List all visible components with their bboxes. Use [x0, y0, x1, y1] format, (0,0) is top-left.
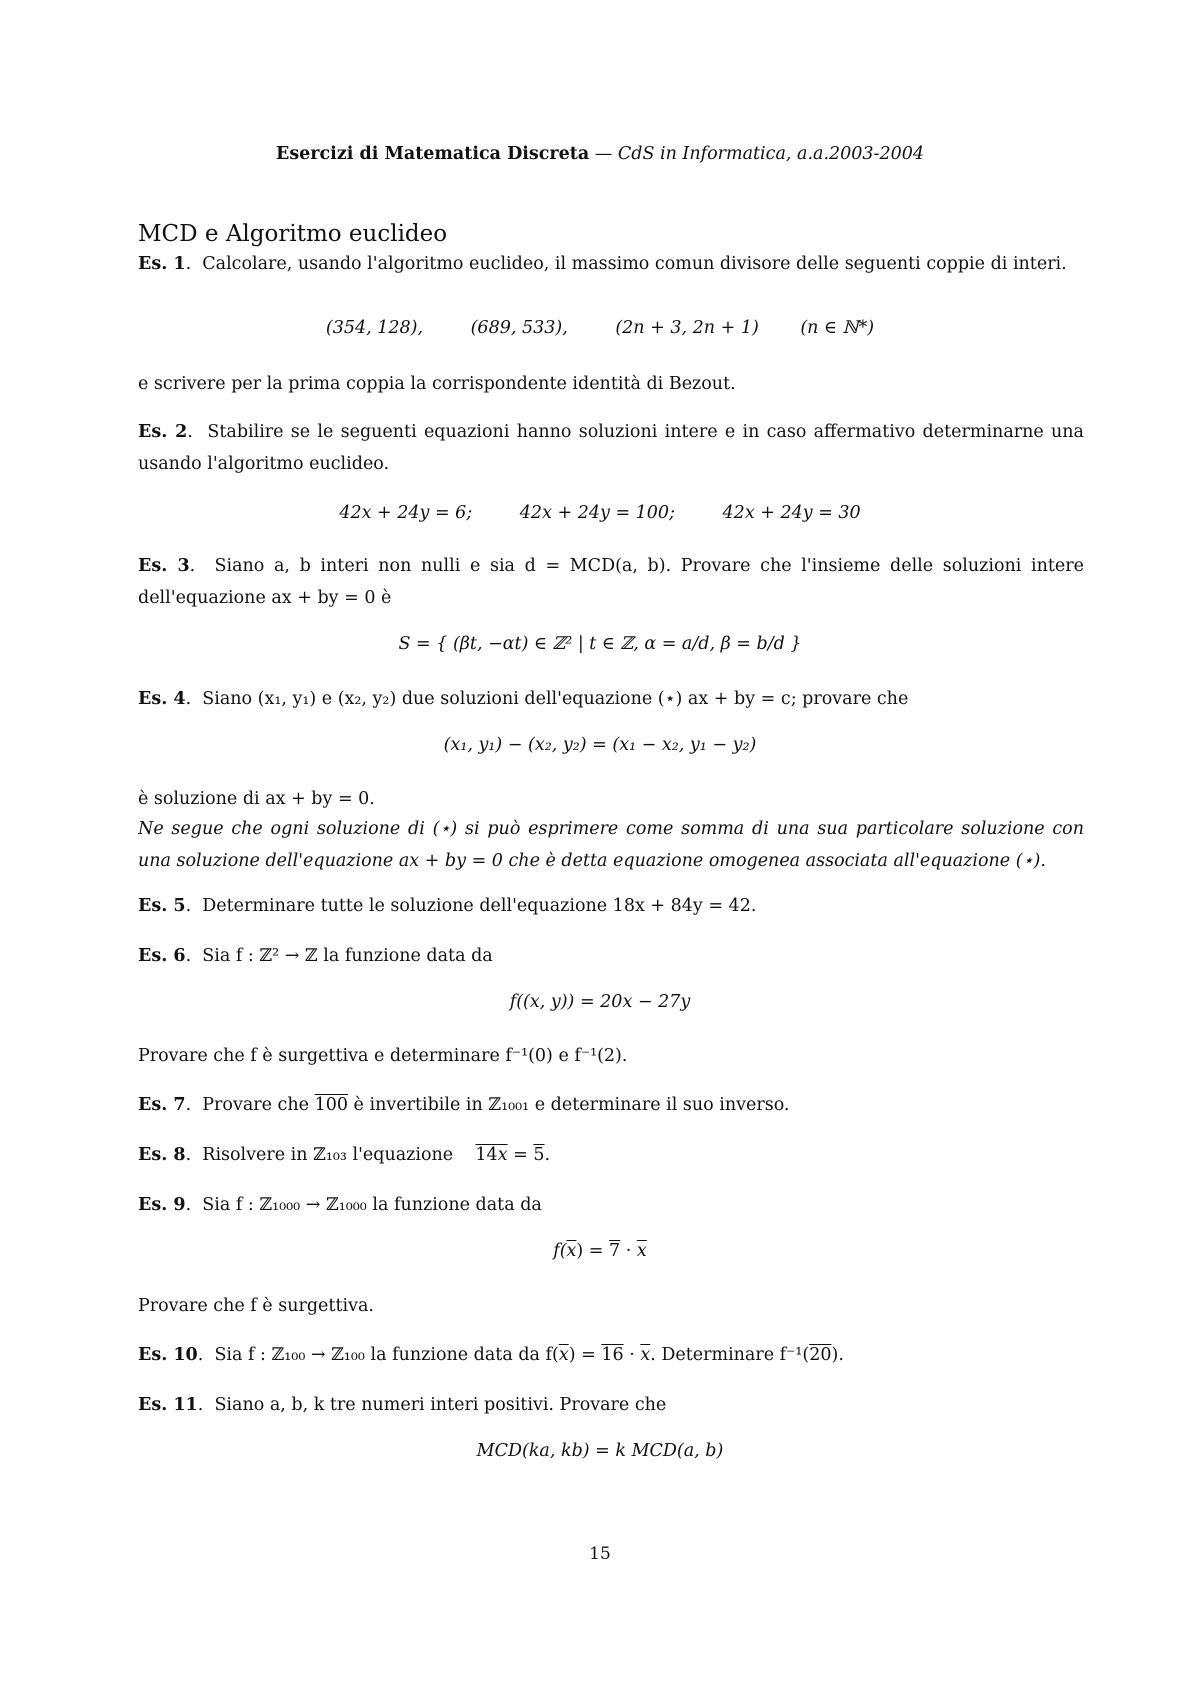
exercise-label: Es. 9	[138, 1195, 186, 1215]
exercise-6-after: Provare che f è surgettiva e determinare f⁻¹(0) e f⁻¹(2).	[138, 1046, 628, 1066]
exercise-text: ) =	[568, 1345, 602, 1365]
overlined-number: 14	[475, 1145, 498, 1165]
exercise-3-formula	[0, 634, 1200, 654]
formula-part: ) =	[576, 1241, 610, 1261]
equation: 42x + 24y = 100;	[519, 503, 675, 523]
exercise-label: Es. 2	[138, 422, 188, 442]
exercise-text: ).	[831, 1345, 844, 1365]
dot: ·	[623, 1345, 641, 1365]
exercise-4-note: Ne segue che ogni soluzione di (⋆) si può esprimere come somma di una sua particolare soluzione con una soluzione dell'equazione ax + by = 0 che è detta equazione omogenea associata all'equazione (⋆).	[138, 819, 1084, 871]
exercise-label: Es. 11	[138, 1395, 198, 1415]
period: .	[544, 1145, 551, 1165]
equals: =	[507, 1145, 534, 1165]
exercise-6-formula	[0, 992, 1200, 1012]
overlined-number: 100	[314, 1095, 348, 1115]
formula: S = { (βt, −αt) ∈ ℤ² | t ∈ ℤ, α = a/d, β = b/d }	[398, 634, 802, 654]
exercise-label: Es. 5	[138, 896, 186, 916]
formula: MCD(ka, kb) = k MCD(a, b)	[476, 1441, 724, 1461]
formula-part: (689, 533),	[470, 318, 568, 338]
overlined-variable: $\overline{x}$	[640, 1345, 651, 1365]
overlined-number: 16	[601, 1345, 624, 1365]
exercise-text: Siano a, b, k tre numeri interi positivi. Provare che	[214, 1395, 667, 1415]
exercise-3: Es. 3. Siano a, b interi non nulli e sia d = MCD(a, b). Provare che l'insieme delle soluzioni intere dell'equazione ax + by = 0 è	[138, 556, 1084, 608]
formula-part: (n ∈ ℕ*)	[800, 318, 875, 338]
exercise-text: Sia f : ℤ₁₀₀ → ℤ₁₀₀ la funzione data da f(	[214, 1345, 559, 1365]
exercise-11-formula	[0, 1441, 1200, 1461]
header-dash: —	[594, 144, 613, 164]
page-number: 15	[589, 1544, 611, 1564]
overlined-number: 7	[609, 1241, 621, 1261]
exercise-label: Es. 7	[138, 1095, 186, 1115]
exercise-text: . Determinare f⁻¹(	[650, 1345, 810, 1365]
exercise-label: Es. 4	[138, 689, 186, 709]
exercise-9: Es. 9. Sia f : ℤ₁₀₀₀ → ℤ₁₀₀₀ la funzione data da	[138, 1195, 542, 1215]
exercise-5: Es. 5. Determinare tutte le soluzione dell'equazione 18x + 84y = 42.	[138, 896, 757, 916]
exercise-10: Es. 10. Sia f : ℤ₁₀₀ → ℤ₁₀₀ la funzione data da $f(\overline{x}) = 16 \cdot \overline{x}$. Determinare f⁻¹(20).	[138, 1345, 844, 1365]
equation: 42x + 24y = 30	[722, 503, 861, 523]
exercise-8: Es. 8. Risolvere in ℤ₁₀₃ l'equazione $14\overline{x} = 5$.	[138, 1145, 551, 1165]
exercise-1-after: e scrivere per la prima coppia la corrispondente identità di Bezout.	[138, 374, 736, 394]
exercise-4-formula	[0, 735, 1200, 755]
running-header	[0, 144, 1200, 164]
overlined-number: 5	[533, 1145, 545, 1165]
exercise-6: Es. 6. Sia f : ℤ² → ℤ la funzione data da	[138, 946, 493, 966]
exercise-label: Es. 10	[138, 1345, 198, 1365]
formula-part: f(	[553, 1241, 567, 1261]
header-course: Esercizi di Matematica Discreta	[275, 144, 590, 164]
overlined-variable: $\overline{x}$	[566, 1241, 577, 1261]
exercise-text: Siano (x₁, y₁) e (x₂, y₂) due soluzioni dell'equazione (⋆) ax + by = c; provare che	[202, 689, 909, 709]
exercise-label: Es. 6	[138, 946, 186, 966]
exercise-text: Stabilire se le seguenti equazioni hanno soluzioni intere e in caso affermativo determinarne una usando l'algoritmo euclideo.	[138, 422, 1084, 474]
exercise-text: Sia f : ℤ² → ℤ la funzione data da	[202, 946, 493, 966]
exercise-4-after: è soluzione di ax + by = 0.	[138, 789, 375, 809]
overlined-variable: $\overline{x}$	[497, 1145, 508, 1165]
dot: ·	[620, 1241, 637, 1261]
exercise-text: Siano a, b interi non nulli e sia d = MCD(a, b). Provare che l'insieme delle soluzioni intere dell'equazione ax + by = 0 è	[138, 556, 1084, 608]
formula-part: (2n + 3, 2n + 1)	[615, 318, 759, 338]
exercise-9-after: Provare che f è surgettiva.	[138, 1296, 374, 1316]
exercise-2-formula	[0, 503, 1200, 523]
exercise-1: Es. 1. Calcolare, usando l'algoritmo euclideo, il massimo comun divisore delle seguenti coppie di interi.	[138, 254, 1067, 274]
overlined-variable: $\overline{x}$	[636, 1241, 647, 1261]
exercise-2: Es. 2. Stabilire se le seguenti equazioni hanno soluzioni intere e in caso affermativo determinarne una usando l'algoritmo euclideo.	[138, 422, 1084, 474]
formula-part: (354, 128),	[325, 318, 424, 338]
section-title: MCD e Algoritmo euclideo	[138, 221, 448, 247]
overlined-number: 20	[809, 1345, 832, 1365]
exercise-text: Risolvere in ℤ₁₀₃ l'equazione	[202, 1145, 454, 1165]
exercise-label: Es. 1	[138, 254, 186, 274]
header-course-info: CdS in Informatica, a.a.2003-2004	[617, 144, 924, 164]
exercise-11: Es. 11. Siano a, b, k tre numeri interi positivi. Provare che	[138, 1395, 667, 1415]
exercise-4: Es. 4. Siano (x₁, y₁) e (x₂, y₂) due soluzioni dell'equazione (⋆) ax + by = c; provare che	[138, 689, 909, 709]
exercise-1-formula	[0, 318, 1200, 338]
exercise-7: Es. 7. Provare che 100 è invertibile in ℤ₁₀₀₁ e determinare il suo inverso.	[138, 1095, 790, 1115]
formula: f((x, y)) = 20x − 27y	[509, 992, 691, 1012]
exercise-text: Provare che	[202, 1095, 309, 1115]
exercise-label: Es. 3	[138, 556, 190, 576]
exercise-label: Es. 8	[138, 1145, 186, 1165]
exercise-9-formula	[0, 1241, 1200, 1261]
overlined-variable: $\overline{x}$	[558, 1345, 569, 1365]
exercise-text: Determinare tutte le soluzione dell'equazione 18x + 84y = 42.	[202, 896, 757, 916]
formula: (x₁, y₁) − (x₂, y₂) = (x₁ − x₂, y₁ − y₂)	[443, 735, 757, 755]
exercise-text: Sia f : ℤ₁₀₀₀ → ℤ₁₀₀₀ la funzione data da	[202, 1195, 542, 1215]
equation: 42x + 24y = 6;	[339, 503, 473, 523]
exercise-text: Calcolare, usando l'algoritmo euclideo, il massimo comun divisore delle seguenti coppie di interi.	[202, 254, 1067, 274]
exercise-text: è invertibile in ℤ₁₀₀₁ e determinare il suo inverso.	[353, 1095, 790, 1115]
